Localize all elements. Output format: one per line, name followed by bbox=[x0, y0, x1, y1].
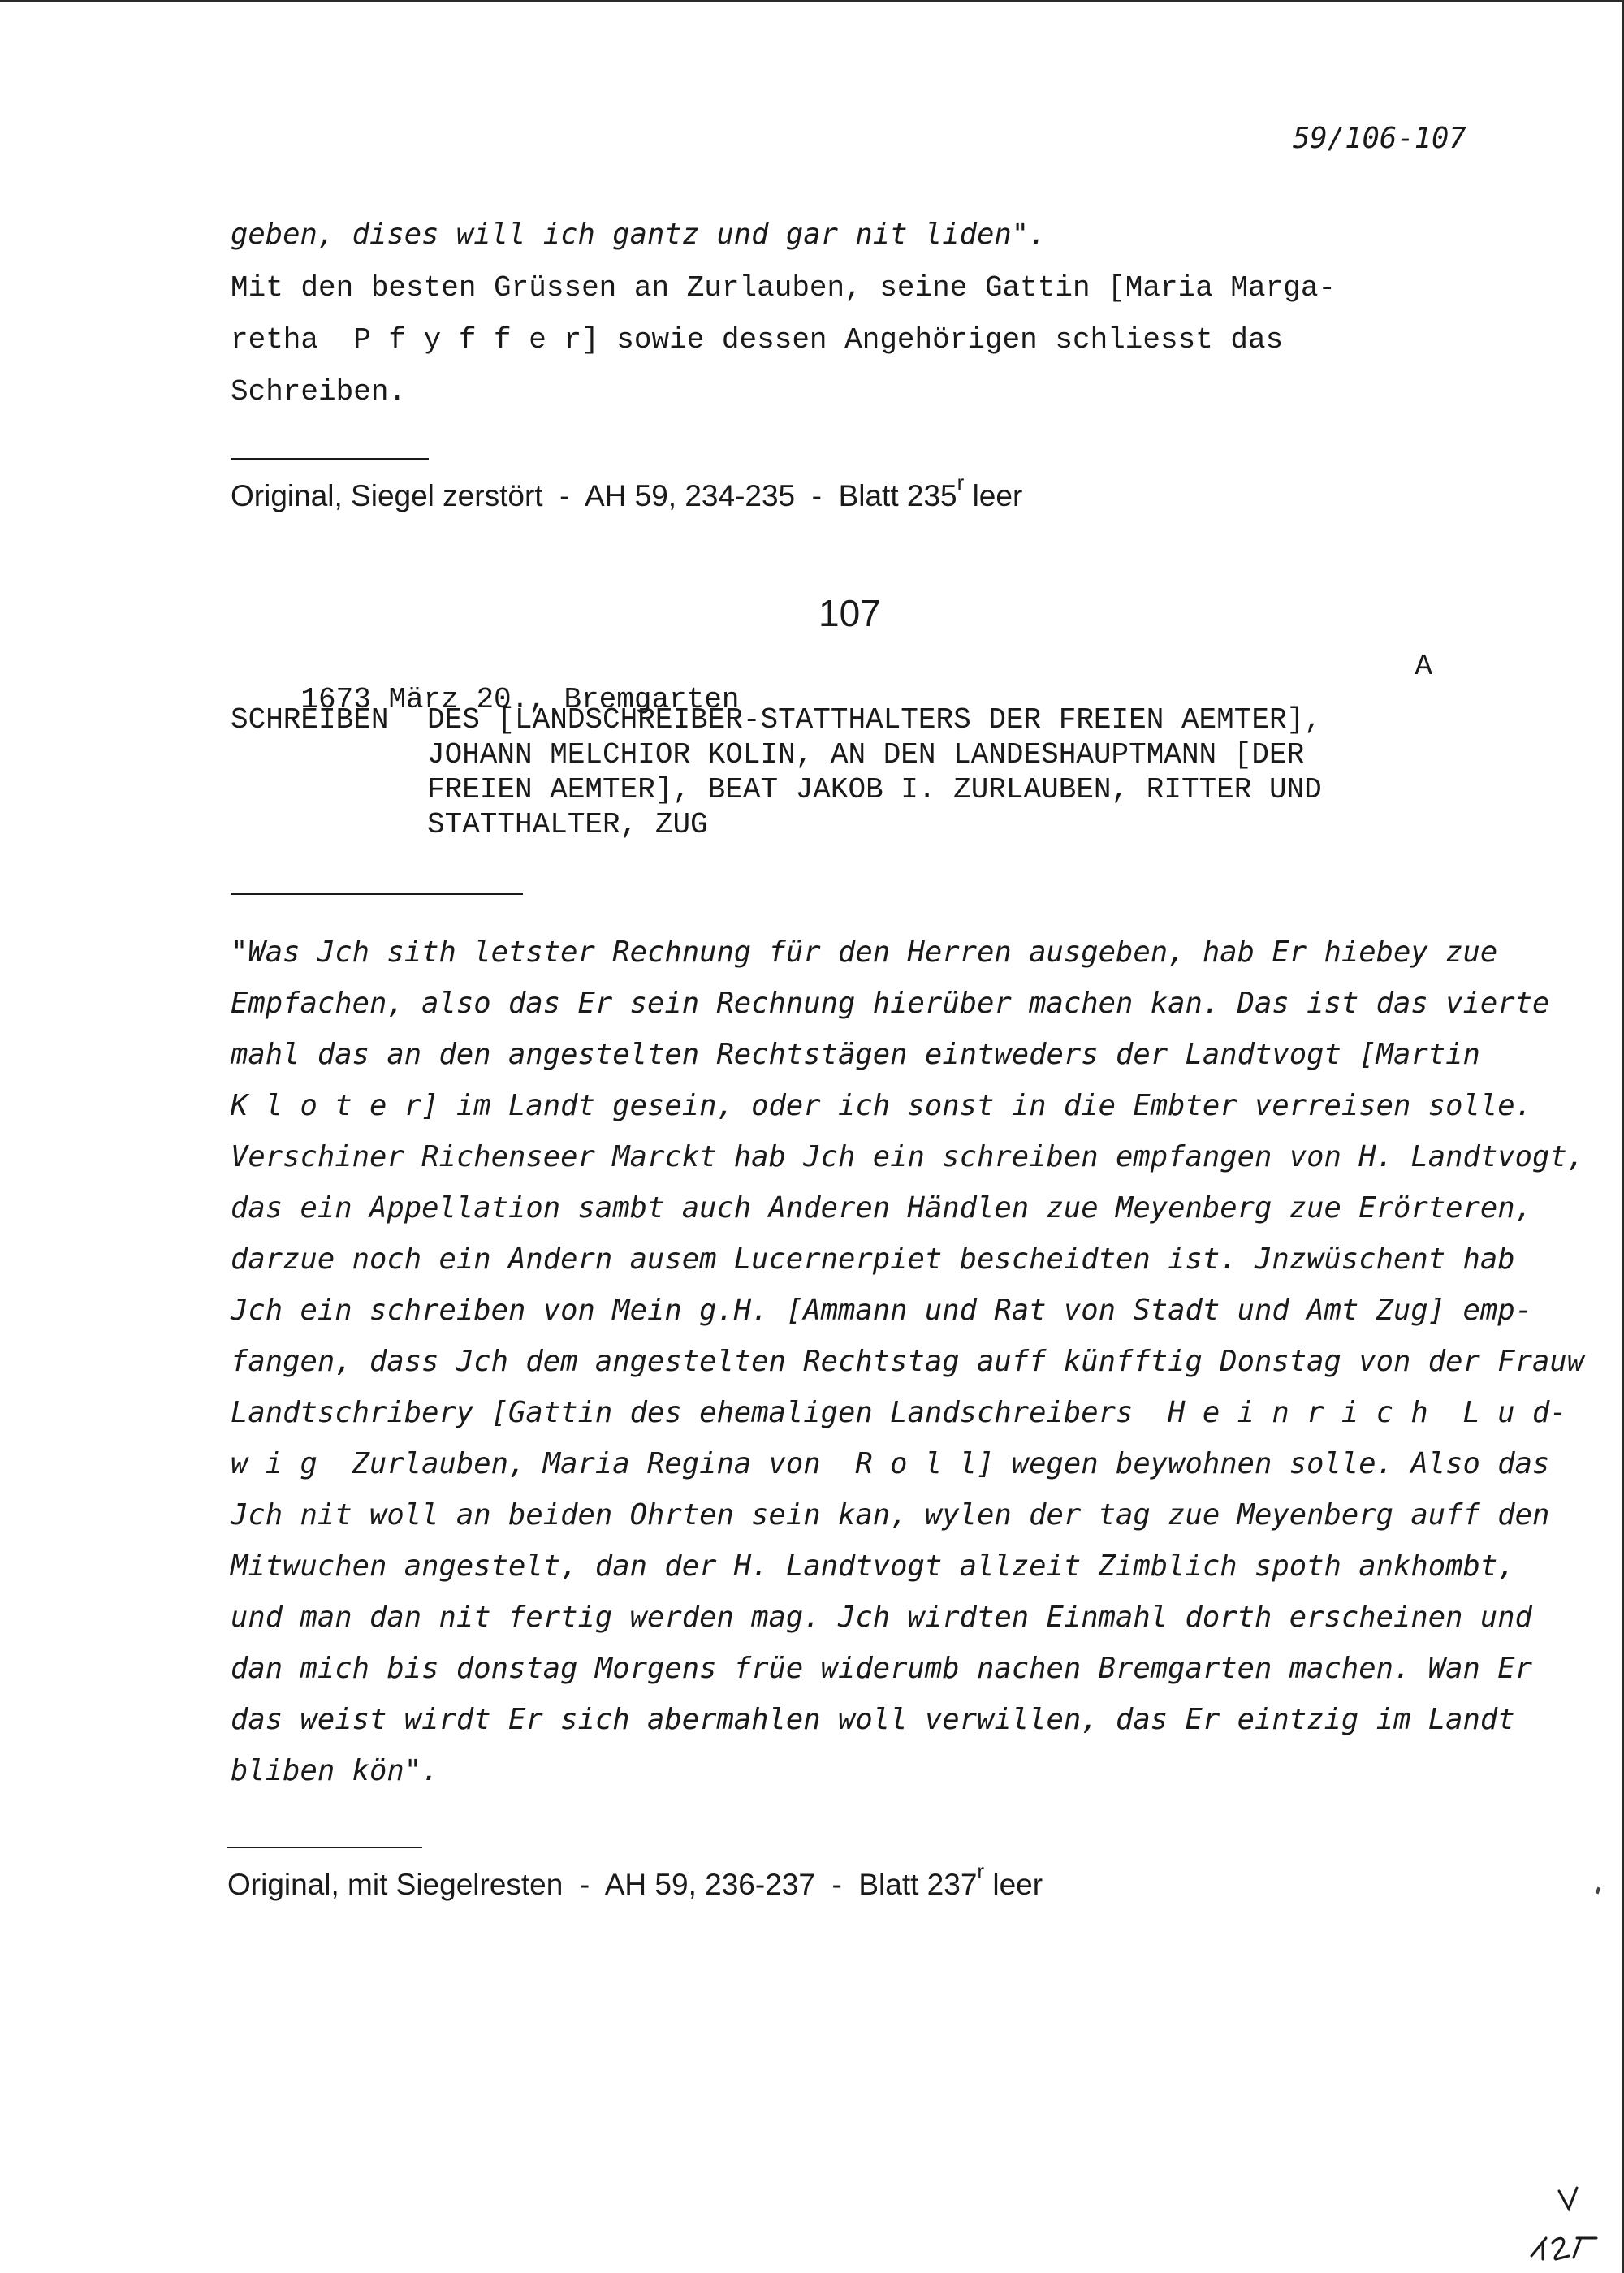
document-number: 107 bbox=[818, 592, 881, 634]
previous-text-line: retha P f y f f e r] sowie dessen Angehörigen schliesst das bbox=[231, 323, 1284, 357]
heading-line: FREIEN AEMTER], BEAT JAKOB I. ZURLAUBEN, RITTER UND bbox=[427, 773, 1322, 806]
page-top-edge bbox=[0, 0, 1624, 2]
quote-line: Landtschribery [Gattin des ehemaligen Landschreibers H e i n r i c h L u d- bbox=[231, 1396, 1567, 1429]
quote-line: darzue noch ein Andern ausem Lucernerpiet bescheidten ist. Jnzwüschent hab bbox=[231, 1242, 1515, 1276]
quote-line: Mitwuchen angestelt, dan der H. Landtvogt allzeit Zimblich spoth ankhombt, bbox=[231, 1549, 1515, 1583]
heading-kind: SCHREIBEN bbox=[231, 703, 389, 737]
date-place: 1673 März 20., Bremgarten bbox=[300, 683, 740, 716]
previous-text-line: Mit den besten Grüssen an Zurlauben, seine Gattin [Maria Marga- bbox=[231, 271, 1337, 305]
source-note: Original, mit Siegelresten - AH 59, 236-237 - Blatt 237$^r$ leer bbox=[227, 1859, 1043, 1901]
heading-line: JOHANN MELCHIOR KOLIN, AN DEN LANDESHAUPTMANN [DER bbox=[427, 738, 1305, 771]
previous-quote-end: geben, dises will ich gantz und gar nit liden". bbox=[231, 218, 1047, 251]
quote-line: w i g Zurlauben, Maria Regina von R o l l] wegen beywohnen solle. Also das bbox=[231, 1447, 1550, 1480]
quote-line: Verschiner Richenseer Marckt hab Jch ein schreiben empfangen von H. Landtvogt, bbox=[231, 1140, 1585, 1173]
previous-text-line: Schreiben. bbox=[231, 375, 407, 408]
quote-line: das weist wirdt Er sich abermahlen woll verwillen, das Er eintzig im Landt bbox=[231, 1703, 1515, 1736]
quote-line: dan mich bis donstag Morgens früe widerumb nachen Bremgarten machen. Wan Er bbox=[231, 1652, 1532, 1685]
handwritten-checkmark bbox=[1527, 2184, 1608, 2266]
quote-line: Jch ein schreiben von Mein g.H. [Ammann und Rat von Stadt und Amt Zug] emp- bbox=[231, 1294, 1532, 1327]
quote-line: und man dan nit fertig werden mag. Jch wirdten Einmahl dorth erscheinen und bbox=[231, 1601, 1532, 1634]
quote-line: mahl das an den angestelten Rechtstägen eintweders der Landtvogt [Martin bbox=[231, 1038, 1480, 1071]
quote-line: K l o t e r] im Landt gesein, oder ich sonst in die Embter verreisen solle. bbox=[231, 1089, 1532, 1122]
footnote-rule bbox=[231, 458, 429, 460]
folio-number: 59/106-107 bbox=[1293, 122, 1466, 155]
quote-line: bliben kön". bbox=[231, 1754, 439, 1787]
heading-line: STATTHALTER, ZUG bbox=[427, 808, 708, 841]
source-note: Original, Siegel zerstört - AH 59, 234-235 - Blatt 235$^r$ leer bbox=[231, 470, 1023, 512]
quote-line: das ein Appellation sambt auch Anderen Händlen zue Meyenberg zue Erörteren, bbox=[231, 1191, 1532, 1225]
margin-tick bbox=[1596, 1887, 1600, 1895]
quote-line: Jch nit woll an beiden Ohrten sein kan, wylen der tag zue Meyenberg auff den bbox=[231, 1498, 1550, 1532]
footnote-rule bbox=[227, 1847, 422, 1848]
heading-line: DES [LANDSCHREIBER-STATTHALTERS DER FREIEN AEMTER], bbox=[427, 703, 1322, 737]
archive-letter: A bbox=[1415, 650, 1432, 683]
quote-line: fangen, dass Jch dem angestelten Rechtstag auff künfftig Donstag von der Frauw bbox=[231, 1345, 1585, 1378]
document-heading bbox=[231, 703, 1322, 936]
heading-rule bbox=[231, 893, 523, 895]
quote-line: Empfachen, also das Er sein Rechnung hierüber machen kan. Das ist das vierte bbox=[231, 987, 1550, 1020]
quote-line: "Was Jch sith letster Rechnung für den Herren ausgeben, hab Er hiebey zue bbox=[231, 936, 1498, 969]
